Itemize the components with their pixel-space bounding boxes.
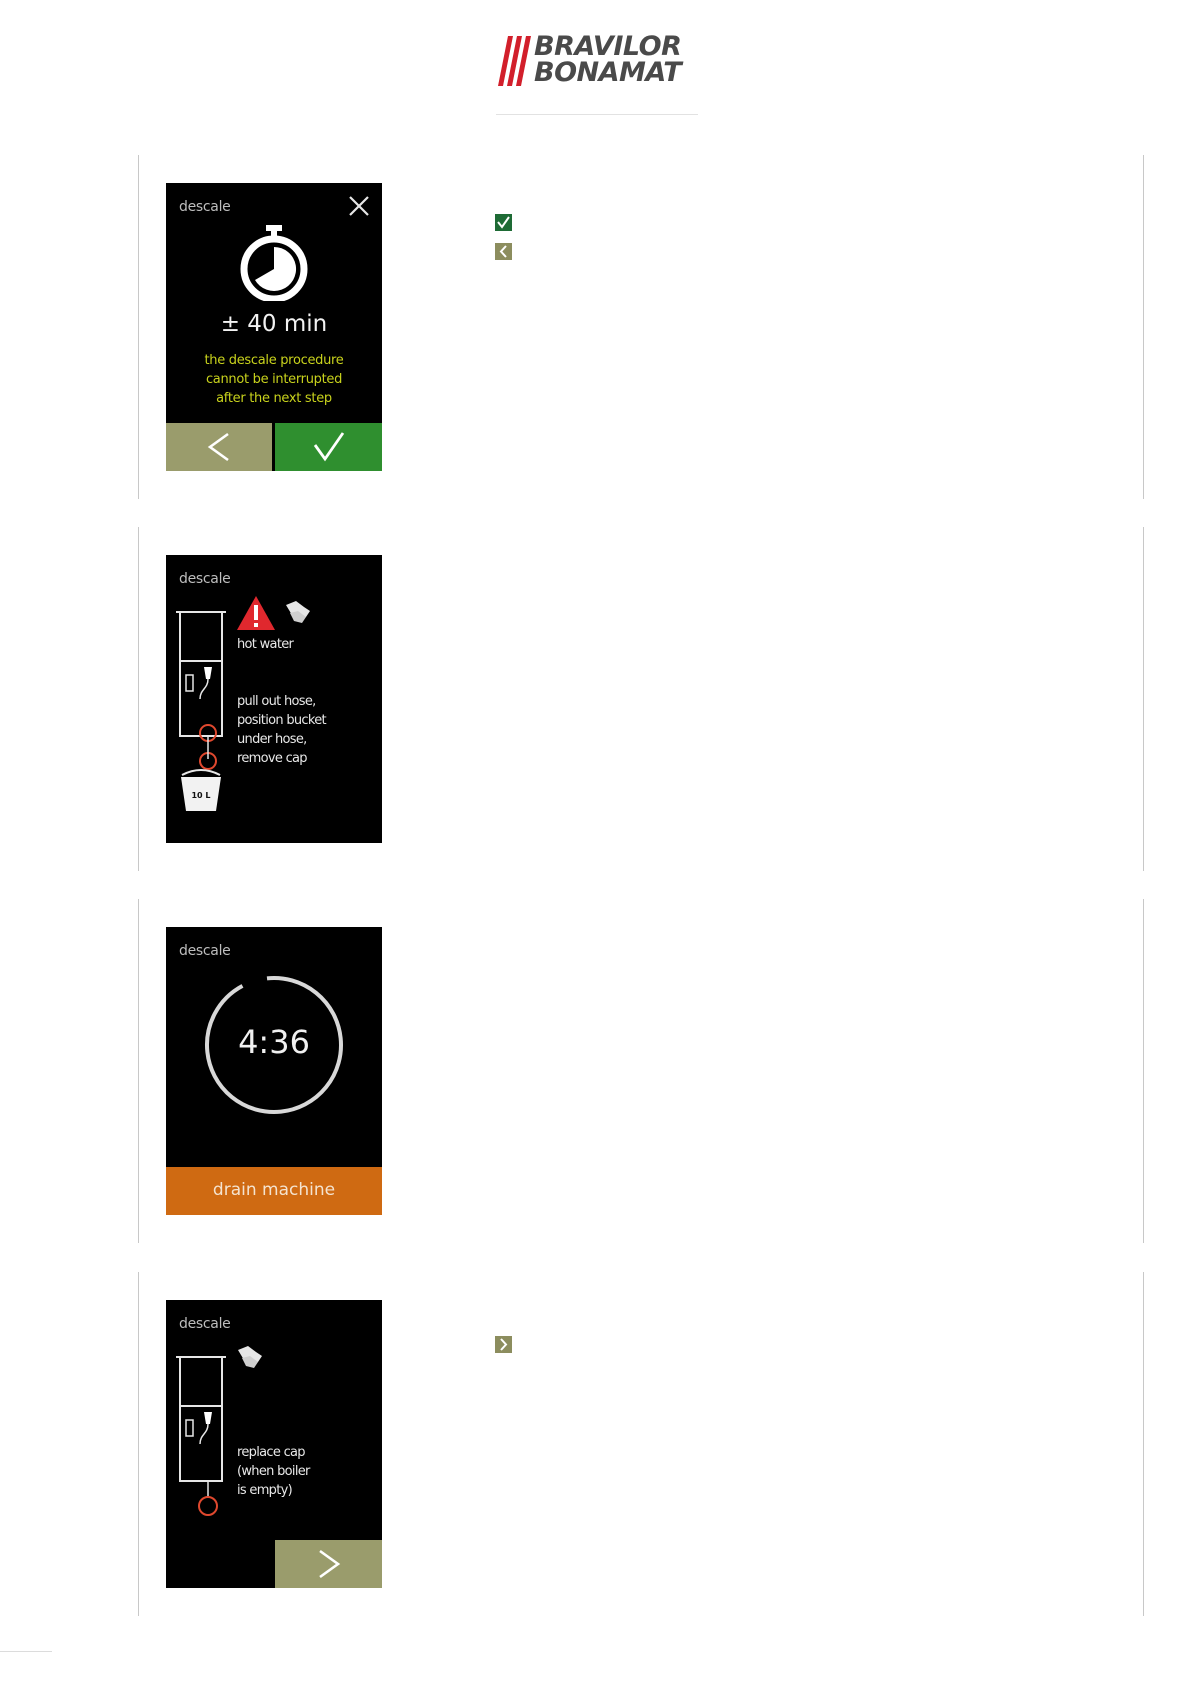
screen-title: descale: [179, 1316, 231, 1332]
instruction-line-3: under hose,: [237, 732, 307, 747]
brand-logo: [498, 31, 698, 90]
warning-line-1: the descale procedure: [204, 353, 344, 368]
next-button[interactable]: [275, 1540, 382, 1588]
instructions: [237, 692, 326, 768]
logo-stripes-icon: [498, 36, 534, 88]
chevron-right-legend-icon: [495, 1336, 512, 1353]
brand-line-1: BRAVILOR: [534, 31, 682, 62]
warning-line-2: cannot be interrupted: [205, 372, 343, 387]
step-section-3: [138, 899, 1144, 1243]
section-border-right: [1143, 899, 1144, 1243]
device-screen-position-bucket: [166, 555, 382, 843]
instructions: [237, 1443, 310, 1500]
check-legend-icon: [495, 214, 512, 231]
instruction-line-1: replace cap: [237, 1445, 305, 1460]
screen-title: descale: [179, 943, 231, 959]
header-divider: [496, 114, 698, 115]
interrupt-warning: [166, 351, 382, 408]
section-border-left: [138, 527, 139, 871]
section-border-right: [1143, 1272, 1144, 1616]
footer-divider: [0, 1651, 52, 1652]
step-section-4: [138, 1272, 1144, 1616]
back-button[interactable]: [166, 423, 272, 471]
section-border-left: [138, 155, 139, 499]
hazard-label: hot water: [237, 637, 294, 652]
stopwatch-icon: [238, 223, 310, 301]
back-arrow-icon: [206, 432, 232, 462]
instruction-line-2: (when boiler: [237, 1464, 310, 1479]
section-border-left: [138, 899, 139, 1243]
next-arrow-icon: [316, 1549, 342, 1579]
warning-line-3: after the next step: [216, 391, 332, 406]
instruction-line-3: is empty): [237, 1483, 292, 1498]
duration-estimate: ± 40 min: [220, 311, 328, 337]
section-border-right: [1143, 527, 1144, 871]
device-screen-confirm-start: [166, 183, 382, 471]
chevron-left-legend-icon: [495, 243, 512, 260]
bucket-icon: [180, 765, 222, 813]
device-screen-drain-timer: [166, 927, 382, 1215]
screen-title: descale: [179, 571, 231, 587]
instruction-line-4: remove cap: [237, 751, 307, 766]
machine-diagram-icon: [176, 1354, 228, 1530]
checkmark-icon: [312, 431, 346, 463]
step-section-1: [138, 155, 1144, 499]
instruction-line-2: position bucket: [237, 713, 326, 728]
confirm-button[interactable]: [275, 423, 382, 471]
timer-value: 4:36: [238, 1023, 310, 1061]
device-screen-replace-cap: [166, 1300, 382, 1588]
step-section-2: [138, 527, 1144, 871]
bucket-label: 10 L: [191, 791, 211, 800]
brand-line-2: BONAMAT: [534, 57, 682, 88]
gloves-icon: [284, 599, 312, 625]
instruction-line-1: pull out hose,: [237, 694, 316, 709]
close-icon[interactable]: [348, 195, 370, 217]
warning-triangle-icon: [236, 595, 276, 631]
screen-title: descale: [179, 199, 231, 215]
section-border-left: [138, 1272, 139, 1616]
section-border-right: [1143, 155, 1144, 499]
gloves-icon: [236, 1344, 264, 1370]
drain-machine-button[interactable]: drain machine: [166, 1167, 382, 1215]
